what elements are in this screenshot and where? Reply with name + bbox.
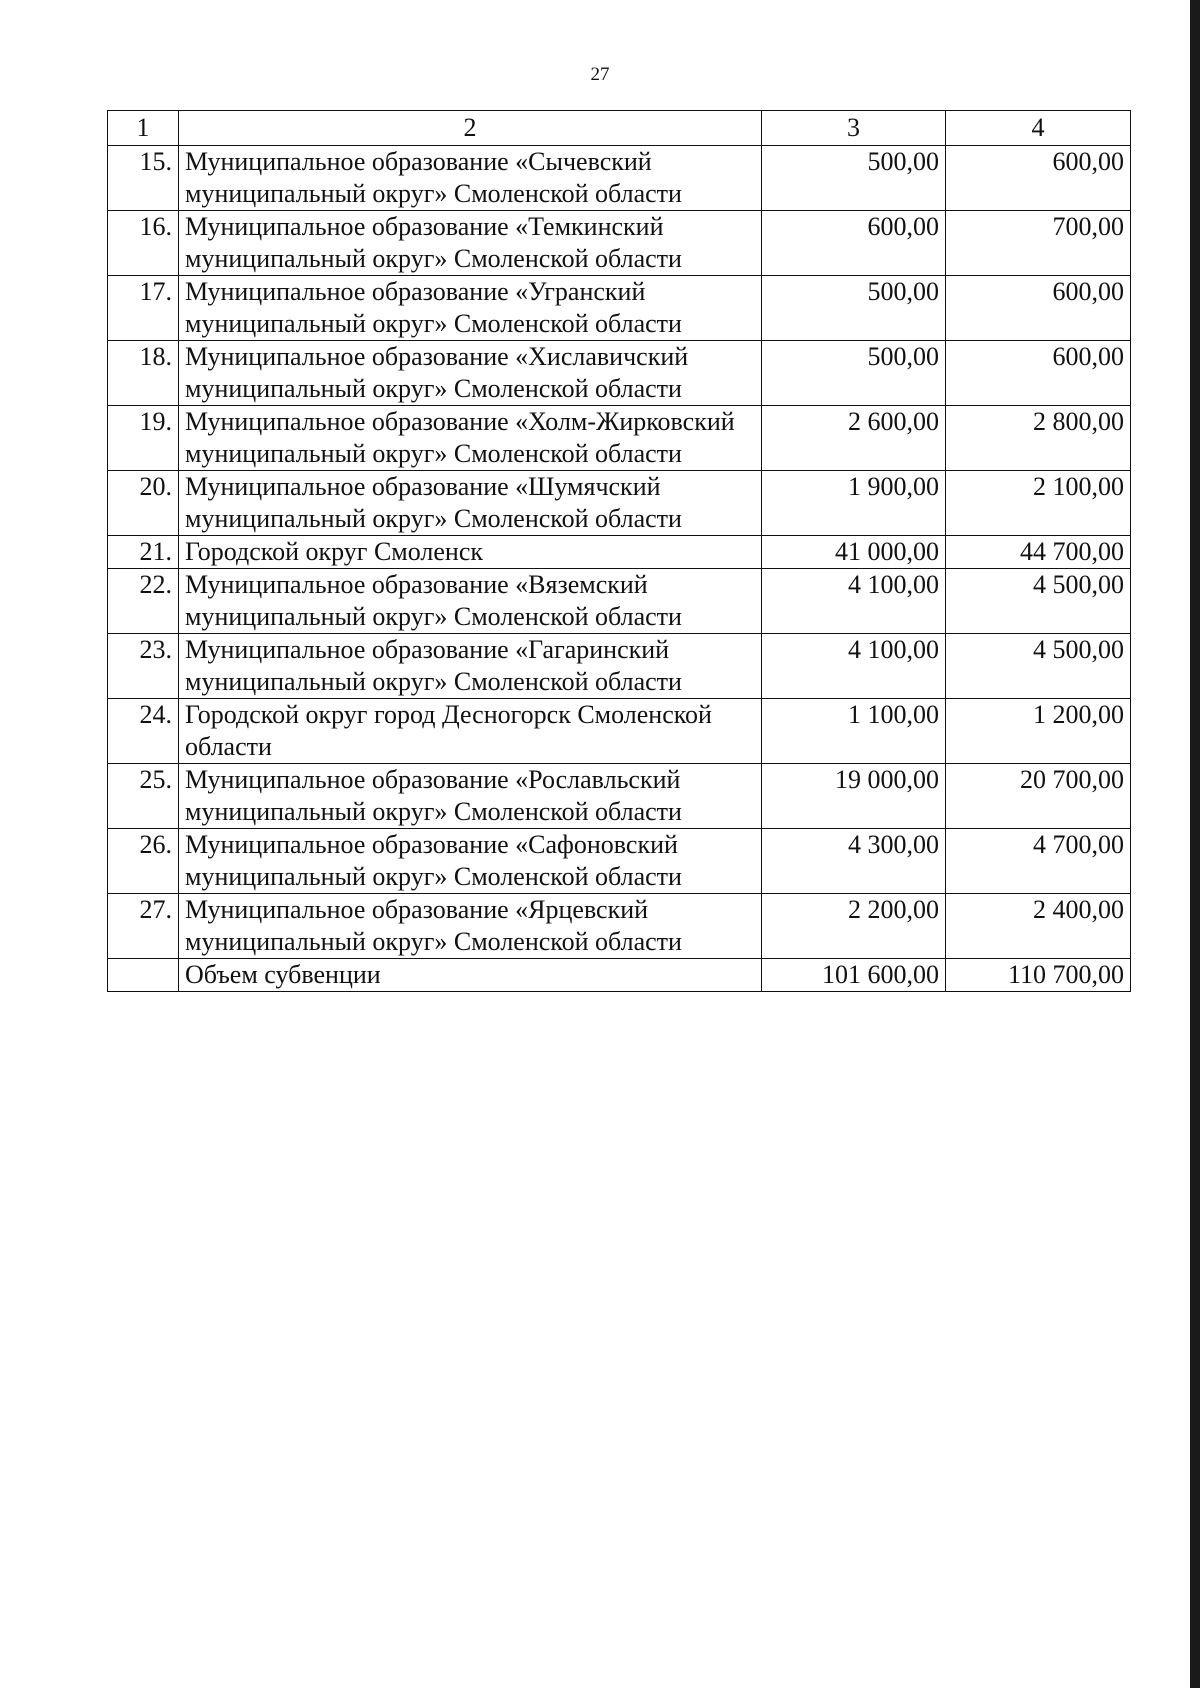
row-number: 22. bbox=[108, 569, 179, 634]
row-number: 18. bbox=[108, 341, 179, 406]
municipality-name: Муниципальное образование «Угранский муниципальный округ» Смоленской области bbox=[179, 276, 762, 341]
total-number-cell bbox=[108, 959, 179, 992]
municipality-name: Муниципальное образование «Вяземский муниципальный округ» Смоленской области bbox=[179, 569, 762, 634]
row-number: 27. bbox=[108, 894, 179, 959]
total-value-col-3: 101 600,00 bbox=[762, 959, 946, 992]
row-number: 20. bbox=[108, 471, 179, 536]
value-col-3: 4 100,00 bbox=[762, 569, 946, 634]
total-row bbox=[108, 959, 1131, 992]
value-col-3: 41 000,00 bbox=[762, 536, 946, 569]
value-col-4: 20 700,00 bbox=[946, 764, 1131, 829]
table-row bbox=[108, 276, 1131, 341]
municipality-name: Муниципальное образование «Шумячский муниципальный округ» Смоленской области bbox=[179, 471, 762, 536]
value-col-3: 1 100,00 bbox=[762, 699, 946, 764]
table-row bbox=[108, 406, 1131, 471]
value-col-4: 2 100,00 bbox=[946, 471, 1131, 536]
table-row bbox=[108, 146, 1131, 211]
value-col-4: 44 700,00 bbox=[946, 536, 1131, 569]
table-row bbox=[108, 341, 1131, 406]
table-row bbox=[108, 569, 1131, 634]
row-number: 19. bbox=[108, 406, 179, 471]
table-row bbox=[108, 894, 1131, 959]
page-edge bbox=[1190, 0, 1200, 1688]
municipality-name: Муниципальное образование «Рославльский муниципальный округ» Смоленской области bbox=[179, 764, 762, 829]
row-number: 23. bbox=[108, 634, 179, 699]
municipality-name: Муниципальное образование «Темкинский муниципальный округ» Смоленской области bbox=[179, 211, 762, 276]
header-cell-3: 3 bbox=[762, 111, 946, 146]
total-value-col-4: 110 700,00 bbox=[946, 959, 1131, 992]
municipality-name: Городской округ Смоленск bbox=[179, 536, 762, 569]
value-col-3: 4 100,00 bbox=[762, 634, 946, 699]
value-col-4: 4 500,00 bbox=[946, 634, 1131, 699]
value-col-4: 1 200,00 bbox=[946, 699, 1131, 764]
value-col-4: 4 500,00 bbox=[946, 569, 1131, 634]
table-header-row bbox=[108, 111, 1131, 146]
row-number: 25. bbox=[108, 764, 179, 829]
table-row bbox=[108, 699, 1131, 764]
value-col-3: 1 900,00 bbox=[762, 471, 946, 536]
value-col-3: 2 600,00 bbox=[762, 406, 946, 471]
row-number: 16. bbox=[108, 211, 179, 276]
value-col-4: 600,00 bbox=[946, 146, 1131, 211]
page-number: 27 bbox=[590, 64, 610, 85]
value-col-4: 2 400,00 bbox=[946, 894, 1131, 959]
value-col-3: 500,00 bbox=[762, 341, 946, 406]
value-col-3: 600,00 bbox=[762, 211, 946, 276]
municipality-name: Муниципальное образование «Хиславичский муниципальный округ» Смоленской области bbox=[179, 341, 762, 406]
table-row bbox=[108, 829, 1131, 894]
value-col-4: 2 800,00 bbox=[946, 406, 1131, 471]
value-col-3: 500,00 bbox=[762, 276, 946, 341]
table-row bbox=[108, 211, 1131, 276]
municipality-name: Городской округ город Десногорск Смоленской области bbox=[179, 699, 762, 764]
value-col-4: 600,00 bbox=[946, 341, 1131, 406]
value-col-3: 500,00 bbox=[762, 146, 946, 211]
value-col-4: 600,00 bbox=[946, 276, 1131, 341]
row-number: 15. bbox=[108, 146, 179, 211]
header-cell-4: 4 bbox=[946, 111, 1131, 146]
municipality-name: Муниципальное образование «Холм-Жирковский муниципальный округ» Смоленской области bbox=[179, 406, 762, 471]
table-row bbox=[108, 764, 1131, 829]
municipality-name: Муниципальное образование «Гагаринский муниципальный округ» Смоленской области bbox=[179, 634, 762, 699]
row-number: 26. bbox=[108, 829, 179, 894]
row-number: 24. bbox=[108, 699, 179, 764]
total-label: Объем субвенции bbox=[179, 959, 762, 992]
header-cell-1: 1 bbox=[108, 111, 179, 146]
municipality-name: Муниципальное образование «Ярцевский муниципальный округ» Смоленской области bbox=[179, 894, 762, 959]
table-row bbox=[108, 471, 1131, 536]
value-col-3: 19 000,00 bbox=[762, 764, 946, 829]
value-col-3: 4 300,00 bbox=[762, 829, 946, 894]
row-number: 21. bbox=[108, 536, 179, 569]
table-row bbox=[108, 634, 1131, 699]
municipality-name: Муниципальное образование «Сычевский муниципальный округ» Смоленской области bbox=[179, 146, 762, 211]
value-col-4: 4 700,00 bbox=[946, 829, 1131, 894]
subvention-table bbox=[107, 110, 1131, 992]
municipality-name: Муниципальное образование «Сафоновский муниципальный округ» Смоленской области bbox=[179, 829, 762, 894]
table-row bbox=[108, 536, 1131, 569]
row-number: 17. bbox=[108, 276, 179, 341]
header-cell-2: 2 bbox=[179, 111, 762, 146]
value-col-4: 700,00 bbox=[946, 211, 1131, 276]
value-col-3: 2 200,00 bbox=[762, 894, 946, 959]
